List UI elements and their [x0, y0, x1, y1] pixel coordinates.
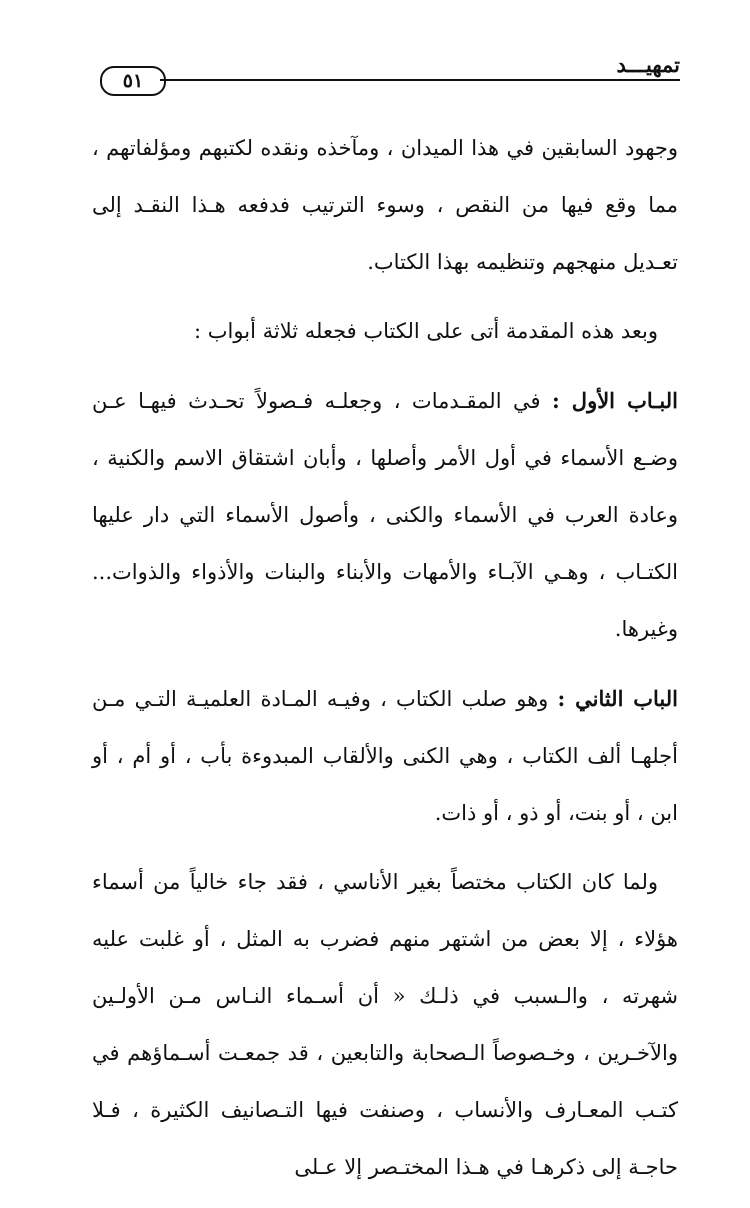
chapter-title: تمهيـــد — [616, 52, 680, 77]
paragraph-non-human-names — [92, 854, 678, 1196]
paragraph-text: في المقـدمات ، وجعلـه فـصولاً تحـدث فيهـا عـن وضـع الأسماء في أول الأمر وأصلها ، وأبان اشتقاق الاسم والكنية ، وعادة العرب في الأسماء والكنى ، وأصول الأسماء التي دار عليها الكتـاب ، وهـي الآبـاء والأمهات والأبناء والبنات والأذواء والذوات... وغيرها. — [92, 389, 678, 641]
page-number-frame — [100, 66, 166, 96]
body-text — [92, 120, 678, 1208]
paragraph-intro-continued — [92, 120, 678, 291]
header-rule — [160, 79, 680, 81]
page-header — [100, 50, 680, 96]
paragraph-text: ولما كان الكتاب مختصاً بغير الأناسي ، فقد جاء خالياً من أسماء هؤلاء ، إلا بعض من اشتهر منهم فضرب به المثل ، أو غلبت عليه شهرته ، والـسبب في ذلـك « أن أسـماء النـاس مـن الأولـين والآخـرين ، وخـصوصاً الـصحابة والتابعين ، قد جمعـت أسـماؤهم في كتـب المعـارف والأنساب ، وصنفت فيها التـصانيف الكثيرة ، فـلا حاجـة إلى ذكرهـا في هـذا المختـصر إلا عـلى — [92, 870, 678, 1179]
paragraph-text: وبعد هذه المقدمة أتى على الكتاب فجعله ثلاثة أبواب : — [194, 319, 658, 343]
chapter-two-heading: الباب الثاني : — [557, 686, 678, 711]
page-number: ٥١ — [122, 70, 144, 92]
chapter-one-heading: البـاب الأول : — [551, 388, 678, 413]
paragraph-text: وجهود السابقين في هذا الميدان ، ومآخذه ونقده لكتبهم ومؤلفاتهم ، مما وقع فيها من النقص ، وسوء الترتيب فدفعه هـذا النقـد إلى تعـديل منهجهم وتنظيمه بهذا الكتاب. — [92, 136, 678, 274]
paragraph-chapter-two — [92, 670, 678, 842]
paragraph-book-structure — [92, 303, 678, 360]
paragraph-chapter-one — [92, 372, 678, 658]
paragraph-text: وهو صلب الكتاب ، وفيـه المـادة العلميـة التـي مـن أجلهـا ألف الكتاب ، وهي الكنى والألقاب المبدوءة بأب ، أو أم ، أو ابن ، أو بنت، أو ذو ، أو ذات. — [92, 687, 678, 825]
